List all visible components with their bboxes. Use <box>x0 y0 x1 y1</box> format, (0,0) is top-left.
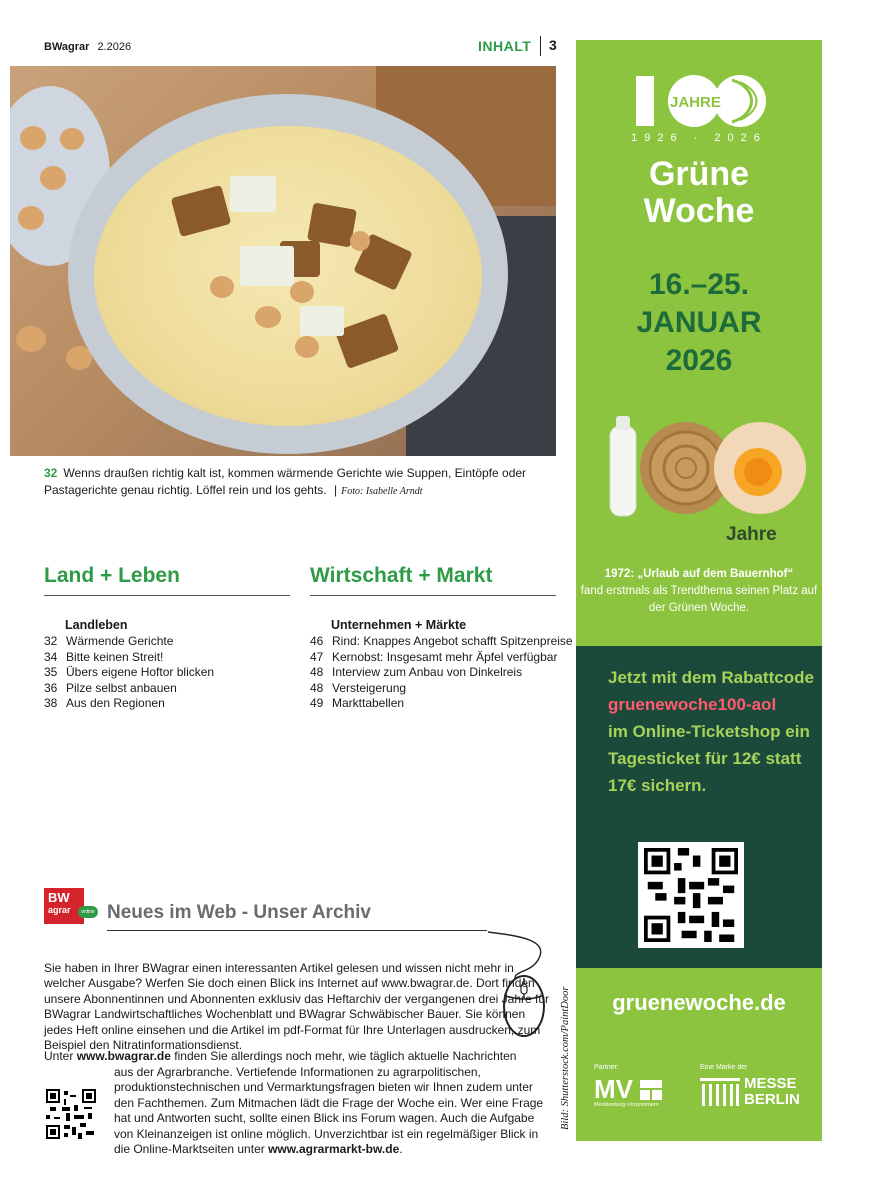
web-paragraph-2 <box>44 1049 524 1064</box>
section-title-land-leben: Land + Leben <box>44 564 180 587</box>
logo-jahre: JAHRE <box>670 94 721 111</box>
ad-years: 1926 · 2026 <box>631 132 767 144</box>
toc-page: 48 <box>310 680 324 695</box>
toc-item[interactable] <box>44 650 214 666</box>
web-box-title: Neues im Web - Unser Archiv <box>107 902 371 923</box>
agrarmarkt-link[interactable]: www.agrarmarkt-bw.de <box>268 1142 400 1157</box>
toc-item[interactable] <box>310 665 573 681</box>
ad-title <box>576 156 822 230</box>
toc-page: 46 <box>310 634 324 648</box>
brand-line2: BERLIN <box>744 1091 800 1108</box>
toc-page: 48 <box>310 665 324 680</box>
hazelnut <box>295 336 319 358</box>
subhead-unternehmen-maerkte: Unternehmen + Märkte <box>331 618 467 632</box>
messe-bars-icon <box>700 1078 740 1106</box>
ticket-qr-code[interactable] <box>638 842 744 948</box>
toc-label: Bitte keinen Streit! <box>66 649 164 664</box>
ad-title-line1: Grüne <box>648 155 750 193</box>
toc-label: Kernobst: Insgesamt mehr Äpfel verfügbar <box>332 649 558 664</box>
promo-text <box>608 664 818 799</box>
section-title-wirtschaft-markt: Wirtschaft + Markt <box>310 564 493 587</box>
photo-caption <box>44 465 556 500</box>
caption-page-ref: 32 <box>44 466 58 480</box>
web-text: Unter <box>44 1049 74 1063</box>
hazelnut <box>16 326 46 352</box>
ad-history-year: 1972: „Urlaub auf dem Bauernhof“ <box>604 568 794 580</box>
toc-label: Rind: Knappes Angebot schafft Spitzenpreise <box>332 634 573 648</box>
bwagrar-link[interactable]: www.bwagrar.de <box>76 1049 171 1063</box>
section-rule <box>44 595 290 596</box>
toc-label: Pilze selbst anbauen <box>66 680 177 695</box>
blue-cheese <box>230 176 276 212</box>
toc-page: 47 <box>310 649 324 664</box>
logo-bw: BW <box>48 890 70 905</box>
toc-item[interactable] <box>44 696 214 712</box>
ad-date <box>576 266 822 380</box>
mv-flag-icon <box>640 1080 662 1100</box>
qr-code-icon <box>644 848 738 942</box>
ad-date-line3: 2026 <box>665 344 733 377</box>
header-divider <box>540 36 541 56</box>
100-years-logo <box>636 70 766 130</box>
toc-page: 38 <box>44 696 58 711</box>
blue-cheese <box>300 306 344 336</box>
web-paragraph-3 <box>114 1065 554 1157</box>
section-rule <box>310 595 556 596</box>
logo-online-pill: online <box>78 906 98 918</box>
logo-agrar: agrar <box>48 905 71 915</box>
logo-red-block <box>44 888 84 924</box>
hazelnut <box>40 166 66 190</box>
gruene-woche-ad[interactable] <box>576 40 822 1141</box>
hazelnut <box>290 281 314 303</box>
toc-page: 49 <box>310 696 324 711</box>
ad-history <box>576 566 822 617</box>
brand-label: Eine Marke der <box>700 1064 748 1071</box>
promo-code-box <box>576 646 822 968</box>
ad-website-link[interactable]: gruenewoche.de <box>612 990 786 1015</box>
hazelnut <box>18 206 44 230</box>
hazelnut <box>255 306 281 328</box>
toc-item[interactable] <box>310 634 573 650</box>
toc-item[interactable] <box>44 665 214 681</box>
section-label: INHALT <box>478 38 532 54</box>
toc-page: 35 <box>44 665 58 680</box>
caption-separator: | <box>333 483 338 497</box>
toc-item[interactable] <box>310 681 573 697</box>
partner-subtitle: Mecklenburg-Vorpommern <box>594 1102 659 1108</box>
toc-label: Übers eigene Hoftor blicken <box>66 665 215 680</box>
web-box-rule <box>107 930 487 931</box>
ad-jahre: Jahre <box>726 524 777 545</box>
toc-page: 32 <box>44 634 58 648</box>
toc-list-land-leben <box>44 634 214 712</box>
toc-page: 34 <box>44 649 58 664</box>
toc-label: Wärmende Gerichte <box>66 634 174 648</box>
promo-line2: im Online-Ticketshop ein Tagesticket für 12€ statt 17€ sichern. <box>608 722 810 795</box>
partner-logo-mv <box>594 1074 662 1105</box>
page-number: 3 <box>549 37 557 53</box>
hazelnut <box>60 128 84 150</box>
soup-photo <box>10 66 556 456</box>
qr-code-icon[interactable] <box>46 1089 96 1139</box>
toc-label: Versteigerung <box>332 680 407 695</box>
issue-number: 2.2026 <box>97 41 132 53</box>
milk-hay-egg-illustration <box>590 412 810 522</box>
hazelnut <box>210 276 234 298</box>
toc-item[interactable] <box>44 681 214 697</box>
ad-date-line2: JANUAR <box>636 306 762 339</box>
magazine-name: BWagrar <box>44 41 90 53</box>
subhead-landleben: Landleben <box>65 618 128 632</box>
promo-line1: Jetzt mit dem Rabattcode <box>608 668 814 687</box>
toc-label: Interview zum Anbau von Dinkelreis <box>332 665 523 680</box>
blue-cheese <box>240 246 294 286</box>
bwagrar-online-logo <box>44 888 98 924</box>
partner-name: MV <box>594 1074 633 1104</box>
toc-label: Aus den Regionen <box>66 696 165 711</box>
messe-berlin-logo <box>700 1076 800 1108</box>
toc-list-wirtschaft-markt <box>310 634 573 712</box>
photo-credit: Foto: Isabelle Arndt <box>341 486 423 497</box>
partner-label: Partner: <box>594 1064 619 1071</box>
web-text: aus der Agrarbranche. Vertiefende Informationen zu agrarpolitischen, produktionstechnischen und Vermarktungsfragen bieten wir Ihnen zudem unter den Fachthemen. Zum Mitmachen lädt die Frage der Woche ein. Wer eine Frage hat und Antworten sucht, sollte einen Blick ins Forum wagen. Auch die Aufgabe von Kleinanzeigen ist online möglich. Unverzichtbar ist ein regelmäßiger Blick in die Online-Marktseiten unter <box>114 1065 544 1157</box>
toc-item[interactable] <box>44 634 214 650</box>
toc-item[interactable] <box>310 650 573 666</box>
web-text: finden Sie allerdings noch mehr, wie täglich aktuelle Nachrichten <box>174 1049 517 1063</box>
hazelnut <box>350 231 370 251</box>
running-header <box>44 41 131 53</box>
ad-title-line2: Woche <box>643 192 755 230</box>
ad-date-line1: 16.–25. <box>648 268 750 301</box>
caption-text: Wenns draußen richtig kalt ist, kommen wärmende Gerichte wie Suppen, Eintöpfe oder Pastagerichte genau richtig. Löffel rein und los gehts. <box>44 466 527 497</box>
web-paragraph-1: Sie haben in Ihrer BWagrar einen interessanten Artikel gelesen und wissen nicht mehr in welcher Ausgabe? Werfen Sie doch einen Blick ins Internet auf www.bwagrar.de. Dort finden unsere Abonnentinnen und Abonnenten exklusiv das Heftarchiv der vergangenen drei Jahre für BWagrar Landwirtschaftliches Wochenblatt und BWagrar Schwäbischer Bauer. Sie können jedes Heft online einsehen und die Artikel im pdf-Format für Ihre Unterlagen ausdrucken, zum Beispiel den Nitratinformationsdienst. <box>44 961 550 1053</box>
brand-line1: MESSE <box>744 1075 797 1092</box>
web-text: . <box>399 1142 403 1157</box>
hazelnut <box>20 126 46 150</box>
promo-code: gruenewoche100-aol <box>608 695 777 714</box>
ad-history-text: fand erstmals als Trendthema seinen Platz auf der Grünen Woche. <box>580 585 818 614</box>
image-credit: Bild: Shutterstock.com/PaintDoor <box>560 986 571 1130</box>
toc-item[interactable] <box>310 696 573 712</box>
toc-label: Markttabellen <box>332 696 405 711</box>
toc-page: 36 <box>44 680 58 695</box>
